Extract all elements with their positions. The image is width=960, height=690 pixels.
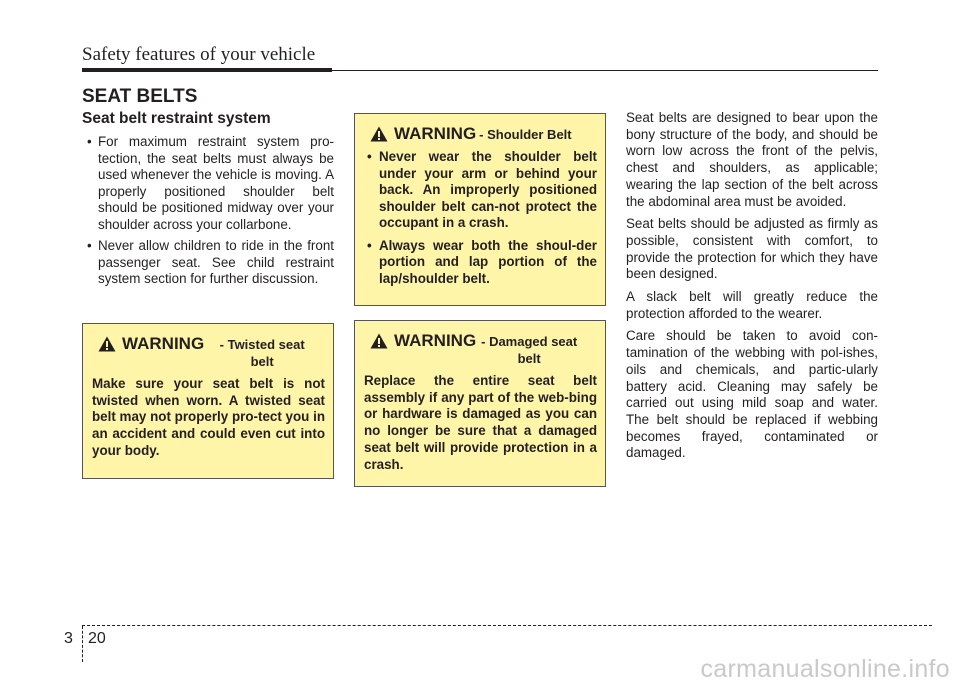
warning-body: Make sure your seat belt is not twisted when worn. A twisted seat belt may not properly pro-tect you in an accident and could even cut into your body.	[92, 376, 325, 458]
warning-subtitle: - Shoulder Belt	[479, 127, 572, 142]
bullet-dot: •	[87, 238, 92, 253]
section-title: SEAT BELTS	[82, 86, 198, 107]
warning-box-shoulder	[354, 113, 606, 306]
bullet-item	[82, 134, 334, 233]
warning-heading	[364, 331, 597, 367]
footer-divider	[82, 626, 83, 662]
warning-subtitle: - Damaged seat belt	[481, 334, 578, 366]
paragraph: Seat belts are designed to bear upon the bony structure of the body, and should be worn low across the front of the pelvis, chest and shoulders, as applicable; wearing the lap section of the belt across the abdominal area must be avoided.	[626, 110, 878, 209]
header-title: Safety features of your vehicle	[82, 44, 316, 65]
bullet-item	[82, 238, 334, 288]
warning-bullet-item	[364, 238, 597, 288]
warning-triangle-icon	[370, 333, 388, 349]
paragraph: Care should be taken to avoid con-tamination of the webbing with pol-ishes, oils and chemicals, and partic-ularly battery acid. Cleaning may safely be carried out using mild soap and water. The belt should be replaced if webbing becomes frayed, contaminated or damaged.	[626, 328, 878, 461]
column-left	[82, 110, 334, 293]
warning-heading	[364, 124, 597, 143]
subheading: Seat belt restraint system	[82, 110, 271, 127]
bullet-dot: •	[87, 134, 92, 149]
bullet-dot: •	[367, 237, 372, 253]
warning-triangle-icon	[370, 126, 388, 142]
warning-bullet-list	[364, 149, 597, 287]
warning-word: WARNING	[394, 124, 477, 143]
warning-box-twisted	[82, 323, 334, 479]
header-rule-thick	[82, 68, 332, 72]
bullet-list	[82, 134, 334, 288]
bullet-text: For maximum restraint system pro-tection, the seat belts must always be used whenever the vehicle is moving. A properly positioned shoulder belt should be positioned midway over your shoulder across your collarbone.	[98, 134, 334, 232]
watermark: carmanualsonline.info	[700, 655, 950, 683]
paragraph: Seat belts should be adjusted as firmly as possible, consistent with comfort, to provide the protection for which they have been designed.	[626, 216, 878, 282]
warning-box-damaged	[354, 320, 606, 487]
header-rule-thin	[332, 70, 878, 71]
warning-triangle-icon	[98, 336, 116, 352]
warning-heading	[92, 334, 325, 370]
bullet-text: Never allow children to ride in the front passenger seat. See child restraint system section for further discussion.	[98, 238, 334, 286]
column-right	[626, 110, 878, 468]
warning-bullet-item	[364, 149, 597, 232]
bullet-text: Never wear the shoulder belt under your arm or behind your back. An improperly positioned shoulder belt can-not protect the occupant in a crash.	[379, 149, 597, 230]
footer-rule	[82, 625, 932, 626]
footer-chapter-number: 3	[64, 630, 73, 647]
warning-word: WARNING	[394, 331, 477, 350]
warning-body: Replace the entire seat belt assembly if any part of the web-bing or hardware is damaged as you can no longer be sure that a damaged seat belt will provide protection in a crash.	[364, 373, 597, 472]
warning-word: WARNING	[122, 334, 205, 353]
footer-page-number: 20	[88, 630, 106, 647]
bullet-text: Always wear both the shoul-der portion and lap portion of the lap/shoulder belt.	[379, 237, 597, 286]
warning-subtitle: - Twisted seat belt	[219, 337, 305, 369]
bullet-dot: •	[367, 149, 372, 164]
paragraph: A slack belt will greatly reduce the protection afforded to the wearer.	[626, 289, 878, 321]
